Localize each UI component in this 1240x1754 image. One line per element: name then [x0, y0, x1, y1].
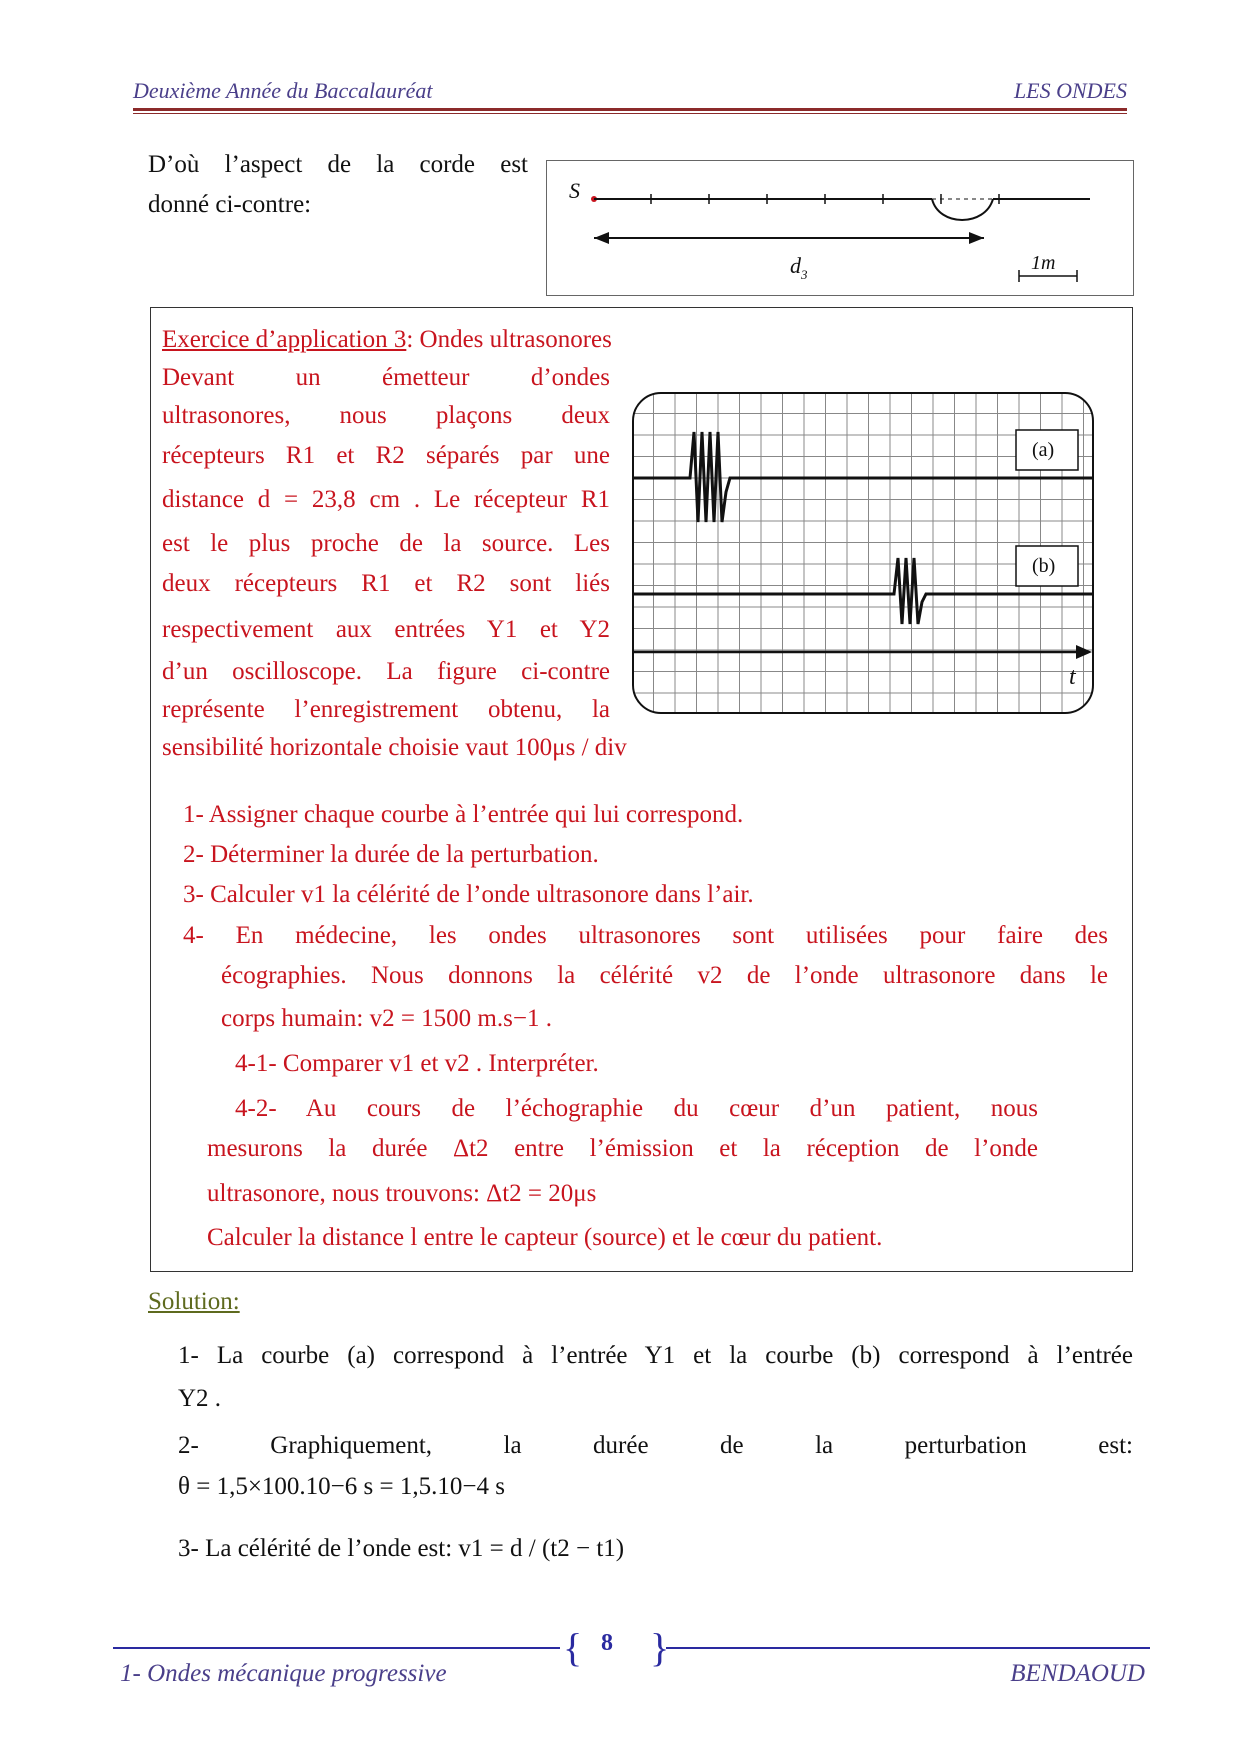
scale-label: 1m: [1031, 252, 1056, 274]
para-line-8: d’un oscilloscope. La figure ci-contre: [162, 658, 610, 685]
question-3: 3- Calculer v1 la célérité de l’onde ultrasonore dans l’air.: [183, 881, 754, 908]
question-4-2-line-3: ultrasonore, nous trouvons: Δt2 = 20μs: [207, 1180, 597, 1207]
question-4-1: 4-1- Comparer v1 et v2 . Interpréter.: [235, 1050, 599, 1077]
page-number: 8: [601, 1630, 613, 1656]
arrow-head-left: [594, 232, 609, 244]
para-line-5: est le plus proche de la source. Les: [162, 530, 610, 557]
footer-rule-right: [666, 1647, 1150, 1649]
question-4-line-3: corps humain: v2 = 1500 m.s−1 .: [221, 1005, 552, 1032]
footer-left: 1- Ondes mécanique progressive: [120, 1660, 447, 1687]
para-line-7: respectivement aux entrées Y1 et Y2: [162, 616, 610, 643]
para-line-3: récepteurs R1 et R2 séparés par une: [162, 442, 610, 469]
question-4-2-line-1: 4-2- Au cours de l’échographie du cœur d’un patient, nous: [235, 1095, 1038, 1122]
exercise-title: Exercice d’application 3: [162, 326, 407, 353]
header-rule: [133, 108, 1127, 111]
exercise-title-suffix: : Ondes ultrasonores: [406, 326, 612, 353]
questions: [183, 795, 754, 915]
distance-label: $d_3$: [790, 253, 808, 282]
question-4-2-line-4: Calculer la distance l entre le capteur (source) et le cœur du patient.: [207, 1224, 883, 1251]
label-b: (b): [1032, 555, 1056, 577]
solution-1-line-2: Y2 .: [178, 1385, 222, 1412]
rope-figure: [546, 160, 1134, 296]
intro-line-2: donné ci-contre:: [148, 191, 312, 218]
solution-2-line-2: θ = 1,5×100.10−6 s = 1,5.10−4 s: [178, 1473, 505, 1500]
intro-line-1: D’où l’aspect de la corde est: [148, 151, 528, 178]
para-line-10: sensibilité horizontale choisie vaut 100μs / div: [162, 734, 627, 761]
para-line-1: Devant un émetteur d’ondes: [162, 364, 610, 391]
question-4-line-1: 4- En médecine, les ondes ultrasonores sont utilisées pour faire des: [183, 922, 1108, 949]
header-rule-thin: [133, 113, 1127, 114]
question-2: 2- Déterminer la durée de la perturbation.: [183, 841, 599, 868]
question-4-line-2: écographies. Nous donnons la célérité v2 de l’onde ultrasonore dans le: [221, 962, 1108, 989]
time-axis-label: t: [1069, 664, 1076, 690]
para-line-4: distance d = 23,8 cm . Le récepteur R1: [162, 486, 610, 513]
exercise-heading: [162, 320, 612, 360]
oscilloscope-figure: [632, 392, 1096, 723]
question-4-2-line-2: mesurons la durée Δt2 entre l’émission et la réception de l’onde: [207, 1135, 1038, 1162]
intro-text: [148, 145, 528, 225]
solution-title: Solution:: [148, 1288, 240, 1315]
arrow-head-right: [969, 232, 984, 244]
header-right: LES ONDES: [1013, 78, 1127, 103]
solution-3: 3- La célérité de l’onde est: v1 = d / (t2 − t1): [178, 1535, 625, 1562]
rope-diagram: [547, 161, 1133, 295]
para-line-6: deux récepteurs R1 et R2 sont liés: [162, 570, 610, 597]
solution-2-line-1: 2- Graphiquement, la durée de la perturbation est:: [178, 1432, 1133, 1459]
question-1: 1- Assigner chaque courbe à l’entrée qui lui correspond.: [183, 801, 744, 828]
footer-brace-right: }: [650, 1625, 670, 1670]
oscilloscope-screen: [632, 392, 1096, 718]
footer-brace-left: {: [563, 1625, 583, 1670]
header-left: Deuxième Année du Baccalauréat: [133, 78, 433, 103]
exercise-paragraph: [162, 364, 627, 762]
label-a: (a): [1032, 439, 1055, 461]
rope-source-label: S: [569, 178, 580, 203]
para-line-9: représente l’enregistrement obtenu, la: [162, 696, 610, 723]
para-line-2: ultrasonores, nous plaçons deux: [162, 402, 610, 429]
footer-rule-left: [113, 1647, 560, 1649]
solution-1-line-1: 1- La courbe (a) correspond à l’entrée Y1 et la courbe (b) correspond à l’entrée: [178, 1342, 1133, 1369]
footer-right: BENDAOUD: [1010, 1660, 1145, 1687]
